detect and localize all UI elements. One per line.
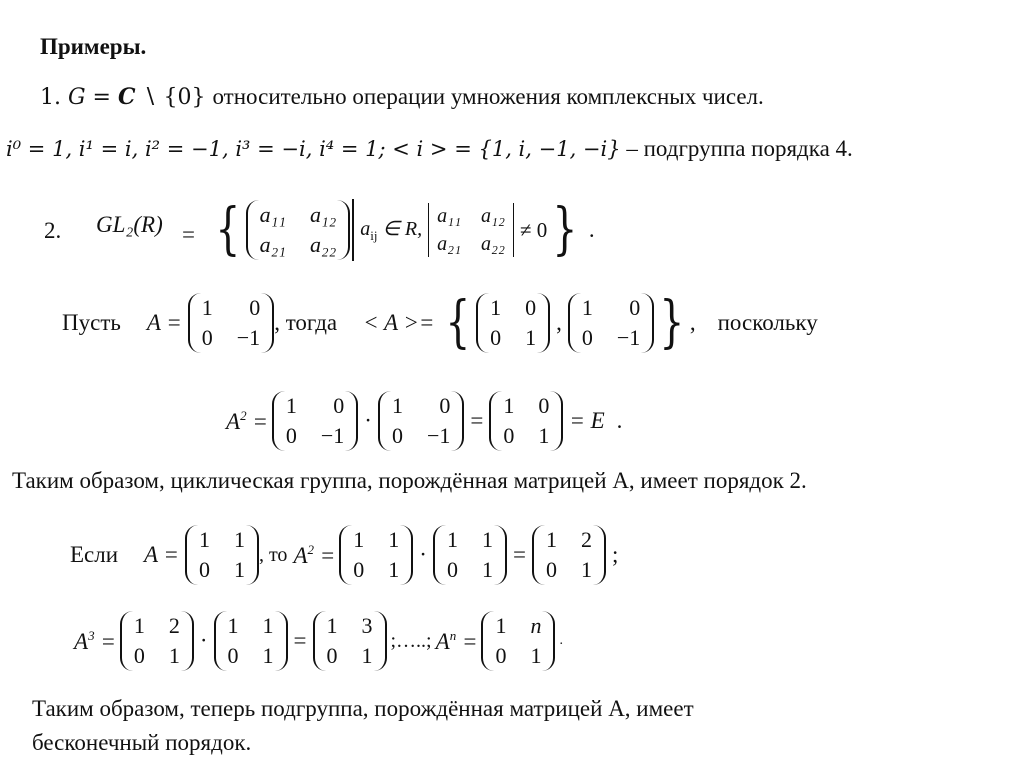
- matrix-entry: 1: [201, 295, 213, 320]
- matrix-entry: −1: [320, 423, 345, 448]
- a-cubed-line: [74, 604, 563, 678]
- matrix-entry: 1: [538, 423, 550, 448]
- matrix-entry: a₁₁: [259, 202, 286, 227]
- matrix-entry: 0: [353, 557, 365, 582]
- matrix-entry: 1: [388, 527, 400, 552]
- comma: ,: [556, 310, 562, 335]
- matrix-entry: 1: [285, 393, 297, 418]
- matrix-entry: 0: [333, 393, 345, 418]
- matrix: [272, 391, 358, 451]
- matrix-entry: 1: [580, 557, 592, 582]
- multiply-dot: ·: [199, 628, 208, 653]
- matrix-entry: 0: [249, 295, 261, 320]
- exponent: 3: [88, 627, 95, 643]
- det-entry: a₂₁: [437, 233, 462, 255]
- matrix-entry: a₂₂: [309, 232, 337, 257]
- a-squared-line: [226, 384, 622, 458]
- conclusion-infinite-line-1: Таким образом, теперь подгруппа, порождённая матрицей A, имеет: [32, 696, 694, 721]
- matrix-entry: 0: [198, 557, 210, 582]
- det-entry: a₁₁: [437, 205, 462, 227]
- matrix-entry: 1: [391, 393, 403, 418]
- matrix-entry: −1: [426, 423, 451, 448]
- exponent: n: [449, 627, 457, 643]
- a-symbol: A: [74, 628, 89, 654]
- matrix-entry: 1: [545, 527, 557, 552]
- matrix-entry: 1: [262, 643, 274, 668]
- condition-entries: [360, 216, 422, 244]
- a-squared: [226, 408, 268, 435]
- period: .: [616, 408, 623, 433]
- matrix-entry: 0: [495, 643, 507, 668]
- matrix-entry: 0: [503, 423, 515, 448]
- matrix: [339, 525, 413, 585]
- equals-sign: =: [246, 408, 268, 434]
- generic-matrix: [246, 200, 351, 260]
- equals-sign: =: [314, 542, 336, 568]
- matrix-entry: 1: [353, 527, 365, 552]
- complex-set-symbol: C: [117, 84, 136, 110]
- matrix-entry: 0: [133, 643, 145, 668]
- equals-sign: =: [456, 628, 478, 654]
- matrix-entry: 1: [326, 613, 338, 638]
- powers-of-i-expression: i⁰ = 1, i¹ = i, i² = −1, i³ = −i, i⁴ = 1; < i > = {1, i, −1, −i}: [6, 137, 621, 161]
- equals-sign: =: [512, 542, 526, 567]
- let-word: Пусть: [62, 310, 121, 335]
- matrix-entry: 2: [168, 613, 180, 638]
- a-cubed: [74, 628, 116, 655]
- example-2-number: 2.: [44, 218, 62, 243]
- matrix: [214, 611, 288, 671]
- matrix-entry: 1: [481, 527, 493, 552]
- matrix-entry: 1: [233, 557, 245, 582]
- matrix-entry: 1: [495, 613, 507, 638]
- powers-of-i-line: [6, 136, 853, 162]
- matrix-entry: 1: [198, 527, 210, 552]
- ellipsis: ;…..;: [390, 629, 432, 652]
- matrix-entry: 0: [326, 643, 338, 668]
- right-brace: }: [659, 290, 685, 355]
- matrix-entry: 1: [388, 557, 400, 582]
- matrix-entry: 1: [530, 643, 542, 668]
- identity-matrix: [489, 391, 563, 451]
- gl2-set-definition: [210, 194, 595, 266]
- determinant: [428, 203, 514, 257]
- comma: ,: [689, 310, 696, 335]
- matrix-entry: 0: [581, 325, 593, 350]
- a-equals: A =: [144, 542, 179, 567]
- matrix-entry: 1: [233, 527, 245, 552]
- then-word: , тогда: [274, 310, 338, 335]
- a-to-n: [436, 628, 478, 655]
- condition-in-r: ∈ R,: [377, 218, 423, 240]
- matrix-entry: 1: [133, 613, 145, 638]
- condition-a-subscript: ij: [370, 228, 378, 243]
- since-word: поскольку: [717, 310, 818, 335]
- left-brace: {: [215, 197, 241, 262]
- matrix-entry: 0: [439, 393, 451, 418]
- matrix-a: [188, 293, 274, 353]
- example-1-number: 1.: [40, 85, 68, 110]
- equals-sign: =: [470, 408, 484, 433]
- matrix-entry: 0: [545, 557, 557, 582]
- a-symbol: A: [435, 628, 450, 654]
- if-word: Если: [70, 542, 119, 567]
- matrix-general: [481, 611, 555, 671]
- left-brace: {: [445, 290, 471, 355]
- matrix-entry: 1: [525, 325, 537, 350]
- a-squared: [293, 542, 335, 569]
- det-entry: a₁₂: [481, 205, 505, 227]
- section-heading: Примеры.: [40, 34, 147, 59]
- multiply-dot: ·: [419, 542, 427, 567]
- matrix-entry: a₂₁: [259, 232, 286, 257]
- matrix-entry: 0: [285, 423, 297, 448]
- matrix-entry: 0: [391, 423, 403, 448]
- matrix-result: [532, 525, 606, 585]
- a-symbol: A: [226, 408, 241, 434]
- identity-matrix: [476, 293, 550, 353]
- matrix: [433, 525, 507, 585]
- matrix-entry: 0: [629, 295, 641, 320]
- matrix-entry: 0: [201, 325, 213, 350]
- equals-sign: =: [85, 85, 118, 110]
- condition-a: a: [360, 218, 371, 240]
- period: .: [588, 217, 595, 242]
- such-that-bar: [352, 199, 354, 261]
- matrix-a-element: [568, 293, 654, 353]
- equals-sign: =: [94, 628, 116, 654]
- matrix-entry: 1: [361, 643, 373, 668]
- matrix: [378, 391, 464, 451]
- matrix-entry: 1: [446, 527, 458, 552]
- det-entry: a₂₂: [481, 233, 505, 255]
- conclusion-infinite-line-2: бесконечный порядок.: [32, 730, 252, 755]
- conclusion-order-2: Таким образом, циклическая группа, порождённая матрицей A, имеет порядок 2.: [12, 468, 807, 493]
- matrix-entry: 1: [581, 295, 593, 320]
- multiply-dot: ·: [364, 408, 372, 433]
- matrix-entry: 0: [538, 393, 550, 418]
- a-symbol: A: [293, 542, 308, 568]
- period: .: [559, 633, 563, 648]
- matrix-entry: 1: [490, 295, 502, 320]
- matrix-a: [185, 525, 259, 585]
- matrix-entry: 1: [262, 613, 274, 638]
- gl2-symbol: GL₂(R): [96, 212, 163, 237]
- example-1-text: относительно операции умножения комплексных чисел.: [212, 84, 764, 109]
- set-minus-zero: ∖ {0}: [135, 85, 213, 110]
- matrix-result: [313, 611, 387, 671]
- matrix-entry: 1: [227, 613, 239, 638]
- matrix-entry: 1: [481, 557, 493, 582]
- matrix-entry: −1: [236, 325, 261, 350]
- let-a-line: [62, 286, 818, 360]
- matrix-entry: 0: [227, 643, 239, 668]
- right-brace: }: [552, 197, 578, 262]
- matrix-entry: 2: [580, 527, 592, 552]
- matrix-entry: 3: [361, 613, 373, 638]
- matrix-entry: n: [530, 613, 542, 638]
- group-symbol: G: [67, 85, 86, 110]
- then-word: , то: [258, 543, 288, 566]
- matrix-entry: 0: [446, 557, 458, 582]
- matrix-entry: −1: [616, 325, 641, 350]
- equals-e: = E: [569, 408, 605, 433]
- exponent: 2: [307, 541, 314, 557]
- matrix-entry: 1: [168, 643, 180, 668]
- generated-group: < A >=: [363, 310, 435, 335]
- if-a-line: [70, 518, 618, 592]
- equals-sign: =: [293, 628, 307, 653]
- semicolon: ;: [611, 542, 619, 567]
- matrix-entry: a₁₂: [309, 202, 337, 227]
- a-equals: A =: [146, 310, 182, 335]
- exponent: 2: [240, 407, 247, 423]
- matrix-entry: 0: [490, 325, 502, 350]
- matrix: [120, 611, 194, 671]
- matrix-entry: 1: [503, 393, 515, 418]
- gl2-equals: =: [182, 222, 195, 247]
- not-equal-zero: ≠ 0: [519, 217, 548, 242]
- matrix-entry: 0: [525, 295, 537, 320]
- example-1-line: [40, 84, 764, 110]
- subgroup-order-4-text: – подгруппа порядка 4.: [620, 136, 853, 161]
